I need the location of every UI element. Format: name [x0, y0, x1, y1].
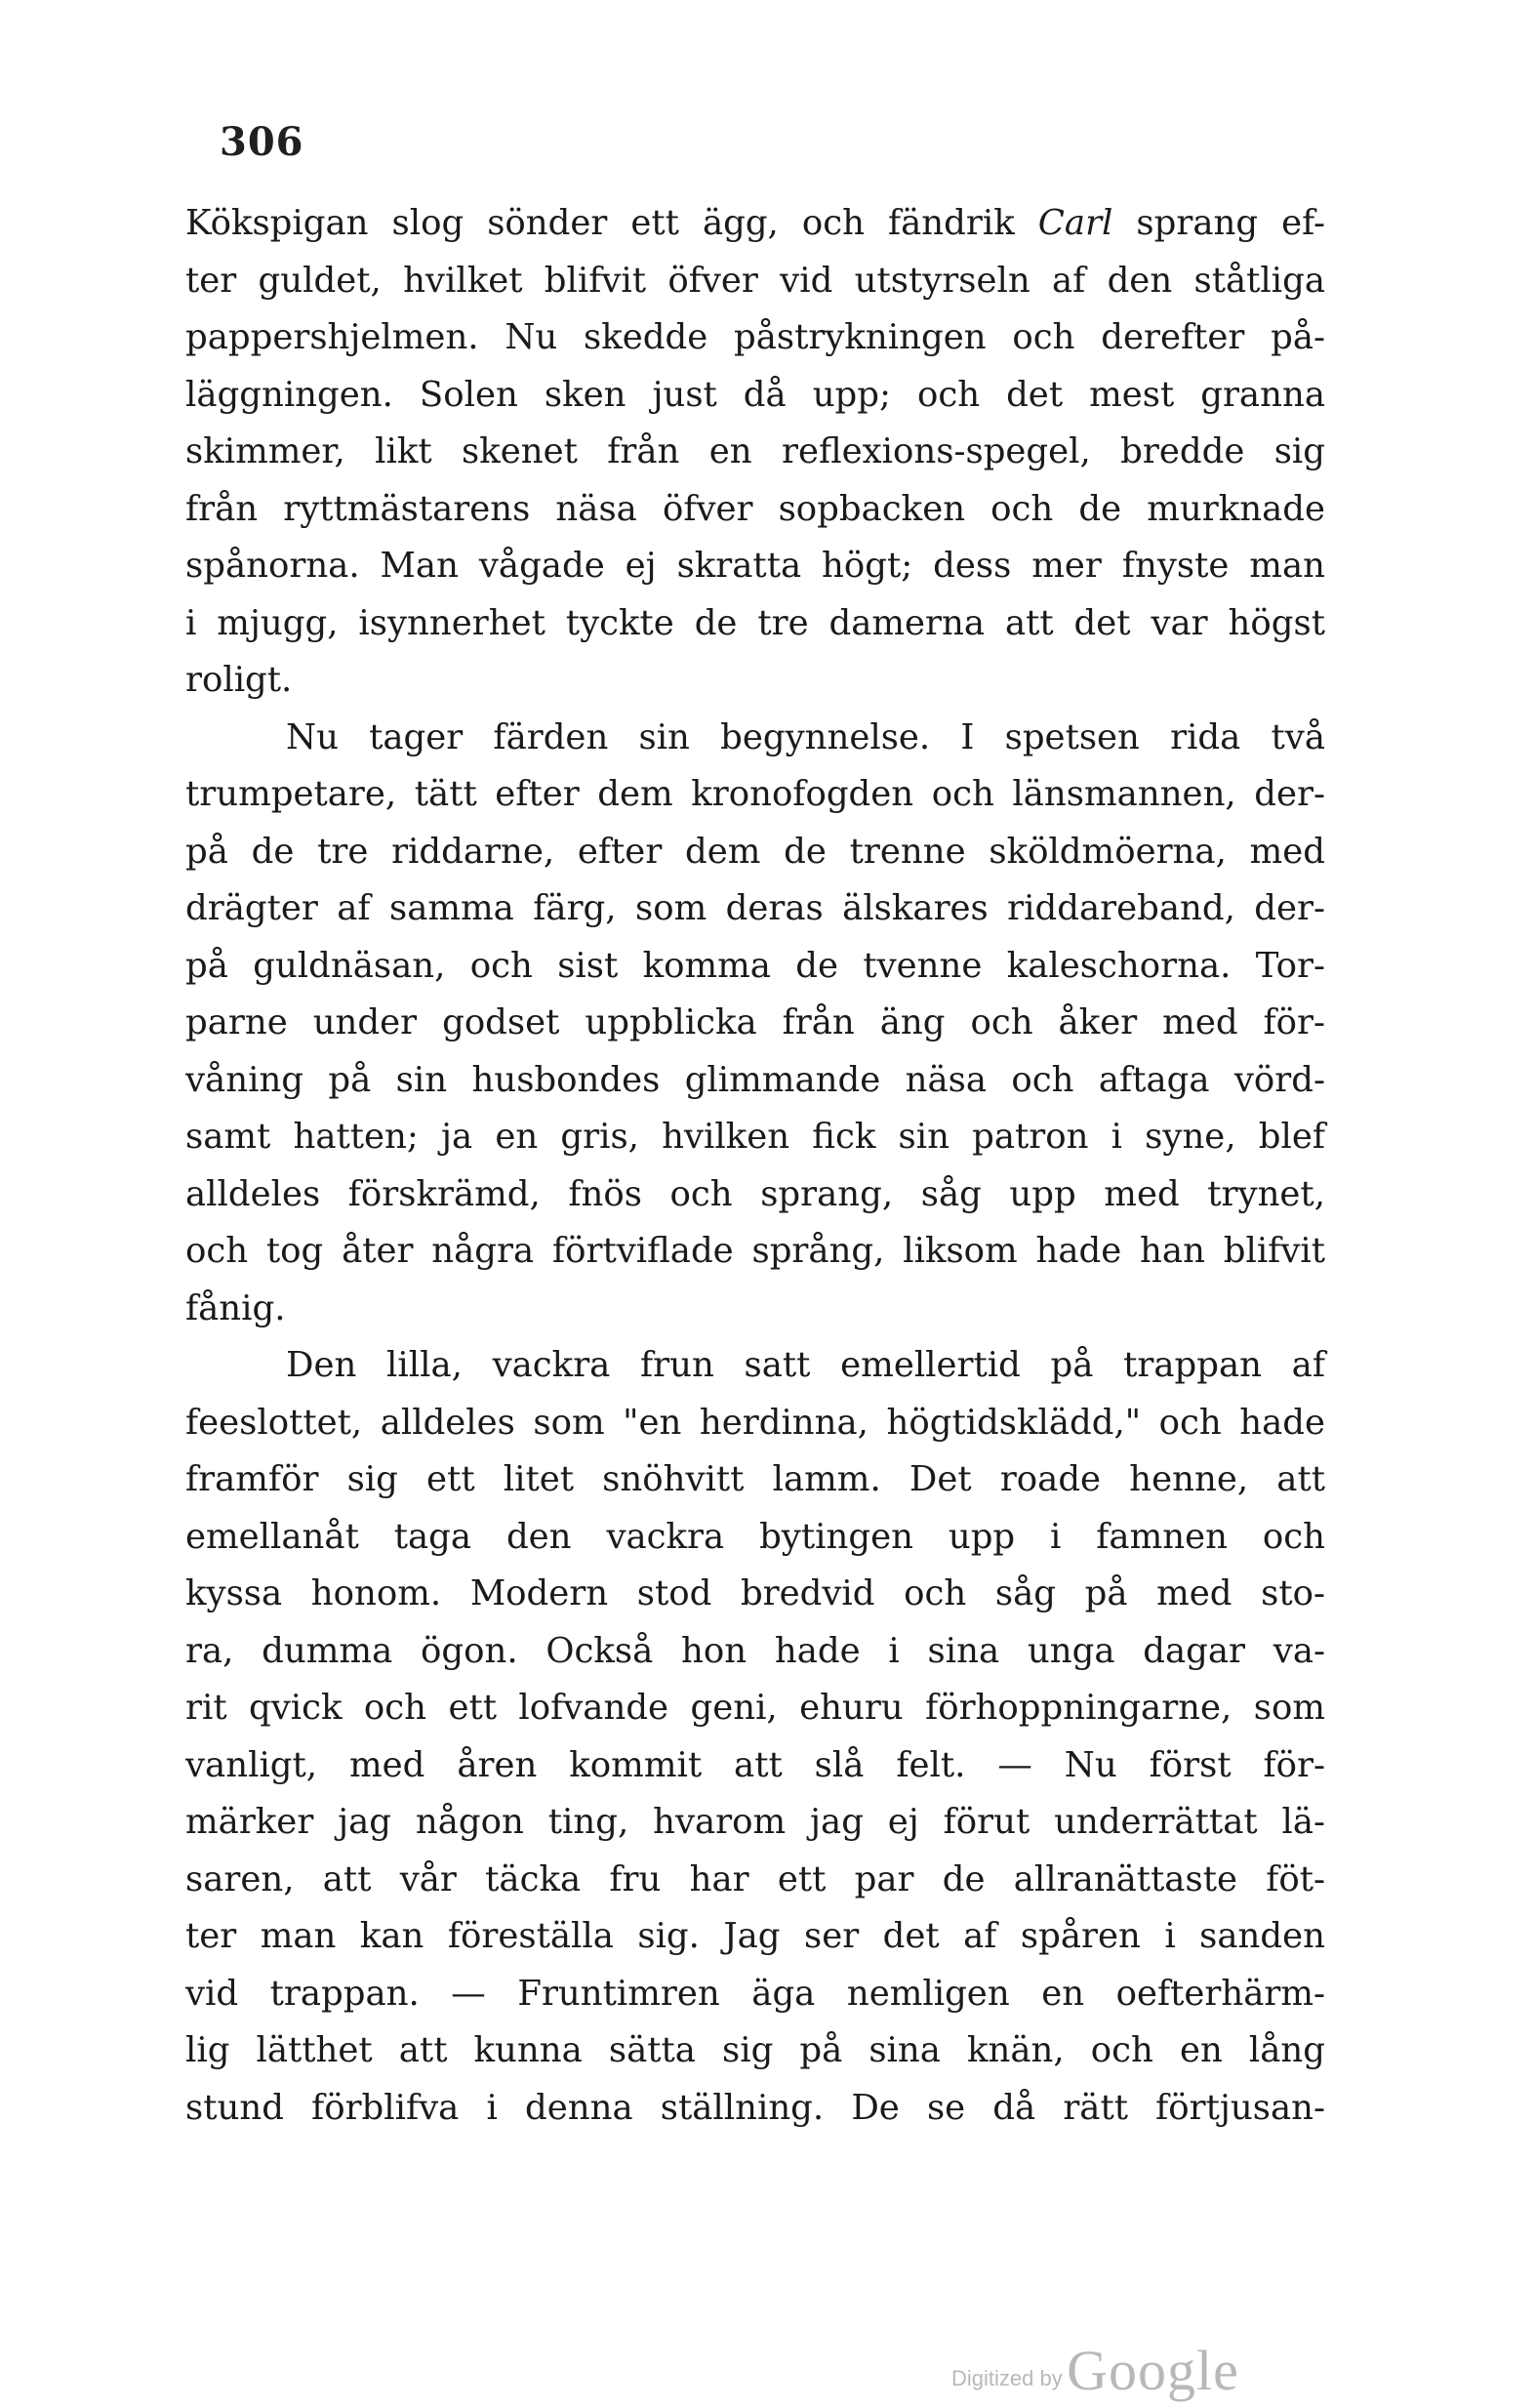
text-line: trumpetare, tätt efter dem kronofogden och länsmannen, der- — [185, 774, 1325, 814]
text-line: vid trappan. — Fruntimren äga nemligen en oefterhärm- — [185, 1973, 1325, 2014]
text-line: rit qvick och ett lofvande geni, ehuru förhoppningarne, som — [185, 1688, 1325, 1728]
text-line: Nu tager färden sin begynnelse. I spetsen rida två — [286, 716, 1325, 757]
text-line: lig lätthet att kunna sätta sig på sina knän, och en lång — [185, 2030, 1325, 2070]
text-line: drägter af samma färg, som deras älskares riddareband, der- — [185, 888, 1325, 928]
google-logo: Google — [1067, 2339, 1239, 2402]
text-line: och tog åter några förtviflade språng, liksom hade han blifvit — [185, 1231, 1325, 1271]
text-line: på guldnäsan, och sist komma de tvenne kaleschorna. Tor- — [185, 945, 1325, 986]
text-line: parne under godset uppblicka från äng och åker med för- — [185, 1002, 1325, 1042]
text-line: fånig. — [185, 1287, 286, 1328]
text-line: ter man kan föreställa sig. Jag ser det af spåren i sanden — [185, 1916, 1325, 1956]
text-line: ter guldet, hvilket blifvit öfver vid utstyrseln af den ståtliga — [185, 260, 1325, 301]
paragraph-3 — [185, 1337, 1325, 2137]
text-line: feeslottet, alldeles som "en herdinna, högtidsklädd," och hade — [185, 1402, 1325, 1443]
text-line: samt hatten; ja en gris, hvilken fick sin patron i syne, blef — [185, 1117, 1325, 1157]
text-line: saren, att vår täcka fru har ett par de allranättaste föt- — [185, 1858, 1325, 1899]
text-line: Kökspigan slog sönder ett ägg, och fändrik Carl sprang ef- — [185, 203, 1325, 243]
text-line: spånorna. Man vågade ej skratta högt; dess mer fnyste man — [185, 546, 1325, 586]
text-line: våning på sin husbondes glimmande näsa och aftaga vörd- — [185, 1059, 1325, 1100]
text-line: läggningen. Solen sken just då upp; och det mest granna — [185, 374, 1325, 415]
text-line: emellanåt taga den vackra bytingen upp i famnen och — [185, 1516, 1325, 1557]
text-line: på de tre riddarne, efter dem de trenne sköldmöerna, med — [185, 831, 1325, 872]
text-line: kyssa honom. Modern stod bredvid och såg på med sto- — [185, 1573, 1325, 1613]
watermark-prefix: Digitized by — [951, 2366, 1063, 2390]
body-text — [185, 195, 1325, 2137]
text-line: från ryttmästarens näsa öfver sopbacken och de murknade — [185, 488, 1325, 529]
text-line: framför sig ett litet snöhvitt lamm. Det roade henne, att — [185, 1459, 1325, 1499]
text-line: alldeles förskrämd, fnös och sprang, såg upp med trynet, — [185, 1173, 1325, 1214]
text-line: vanligt, med åren kommit att slå felt. — Nu först för- — [185, 1744, 1325, 1785]
text-line: stund förblifva i denna ställning. De se då rätt förtjusan- — [185, 2087, 1325, 2128]
name-carl: Carl — [1037, 203, 1113, 243]
text-line: ra, dumma ögon. Också hon hade i sina unga dagar va- — [185, 1630, 1325, 1671]
text-line: skimmer, likt skenet från en reflexions-spegel, bredde sig — [185, 431, 1325, 471]
text-line: roligt. — [185, 660, 293, 700]
paragraph-1 — [185, 195, 1325, 710]
paragraph-2 — [185, 710, 1325, 1338]
page-number: 306 — [220, 119, 304, 165]
text-line: Den lilla, vackra frun satt emellertid på trappan af — [286, 1345, 1325, 1385]
text-line: i mjugg, isynnerhet tyckte de tre damerna att det var högst — [185, 602, 1325, 643]
text-line: märker jag någon ting, hvarom jag ej förut underrättat lä- — [185, 1802, 1325, 1842]
google-watermark — [951, 2338, 1239, 2403]
text-line: pappershjelmen. Nu skedde påstrykningen och derefter på- — [185, 317, 1325, 357]
